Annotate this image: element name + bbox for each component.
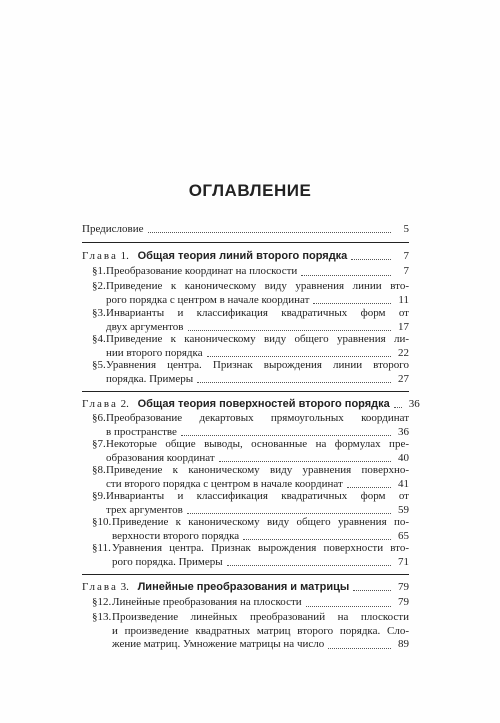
page-number: 5 (403, 223, 409, 235)
page-number: 41 (398, 477, 409, 490)
toc-entry-chapter-1[interactable] (82, 250, 409, 263)
divider (82, 391, 409, 392)
toc-title: ОГЛАВЛЕНИЕ (188, 181, 312, 200)
toc-entry-chapter-3[interactable] (82, 581, 409, 594)
section-line: нии второго порядка (106, 346, 203, 359)
section-line: образования координат (106, 451, 215, 464)
section-line: Линейные преобразования на плоскости (112, 596, 302, 608)
chapter-title: Общая теория поверхностей второго порядка (137, 398, 390, 410)
leader-dots (394, 407, 402, 408)
section-line: рого порядка с центром в начале координат (106, 293, 310, 306)
section-number: §7. (92, 438, 106, 450)
leader-dots (328, 648, 391, 649)
section-line: Преобразование декартовых прямоугольных координат (106, 412, 409, 424)
section-line: Уравнения центра. Признак вырождения поверхности вто- (112, 542, 409, 554)
toc-entry-section-4[interactable] (92, 333, 409, 360)
toc-entry-preface[interactable] (82, 223, 409, 236)
leader-dots (227, 565, 391, 566)
section-number: §2. (92, 280, 106, 292)
section-number: §3. (92, 307, 106, 319)
page-number: 59 (398, 503, 409, 516)
page-number: 7 (403, 265, 409, 277)
leader-dots (207, 356, 391, 357)
leader-dots (351, 259, 391, 260)
section-line: трех аргументов (106, 503, 183, 516)
section-line: Уравнения центра. Признак вырождения линии второго (106, 359, 409, 371)
section-line: и произведение квадратных матриц второго порядка. Сло- (112, 624, 409, 637)
chapter-word: Глава (82, 250, 118, 262)
section-number: §1. (92, 265, 106, 277)
leader-dots (219, 461, 391, 462)
chapter-number: 2. (120, 398, 129, 410)
section-line: Приведение к каноническому виду общего уравнения по- (112, 516, 409, 528)
section-line: Приведение к каноническому виду уравнения поверхно- (106, 464, 409, 476)
section-line: Приведение к каноническому виду уравнения линии вто- (106, 280, 409, 292)
section-line: верхности второго порядка (112, 529, 240, 542)
page-number: 17 (398, 320, 409, 333)
section-line: двух аргументов (106, 320, 184, 333)
toc-entry-section-2[interactable] (92, 280, 409, 307)
section-number: §9. (92, 490, 106, 502)
section-number: §8. (92, 464, 106, 476)
leader-dots (188, 330, 392, 331)
page-number: 40 (398, 451, 409, 464)
divider (82, 242, 409, 243)
toc-entry-section-12[interactable] (92, 596, 409, 610)
section-line: Инварианты и классификация квадратичных форм от (106, 490, 409, 502)
leader-dots (181, 435, 391, 436)
page-number: 71 (398, 555, 409, 568)
page-number: 27 (398, 372, 409, 385)
page-number: 7 (403, 250, 409, 262)
section-line: Произведение линейных преобразований на плоскости (112, 611, 409, 623)
section-number: §5. (92, 359, 106, 371)
leader-dots (353, 590, 391, 591)
section-number: §13. (92, 611, 112, 623)
entry-label: Предисловие (82, 223, 144, 235)
page-number: 36 (398, 425, 409, 438)
leader-dots (148, 232, 392, 233)
toc-entry-section-5[interactable] (92, 359, 409, 386)
section-number: §11. (92, 542, 111, 554)
leader-dots (197, 382, 391, 383)
chapter-number: 3. (120, 581, 129, 593)
chapter-number: 1. (120, 250, 129, 262)
leader-dots (187, 513, 391, 514)
page-number: 65 (398, 529, 409, 542)
chapter-word: Глава (82, 581, 118, 593)
leader-dots (301, 275, 391, 276)
toc-entry-section-1[interactable] (92, 265, 409, 279)
page-number: 36 (408, 398, 420, 410)
page-number: 11 (398, 293, 409, 306)
leader-dots (347, 487, 391, 488)
section-number: §10. (92, 516, 112, 528)
section-line: порядка. Примеры (106, 372, 194, 385)
chapter-title: Линейные преобразования и матрицы (137, 581, 350, 593)
page-number: 89 (398, 638, 409, 650)
toc-entry-section-7[interactable] (92, 438, 409, 465)
toc-entry-section-9[interactable] (92, 490, 409, 517)
toc-entry-section-8[interactable] (92, 464, 409, 491)
chapter-title: Общая теория линий второго порядка (137, 250, 348, 262)
section-number: §6. (92, 412, 106, 424)
section-line: рого порядка. Примеры (112, 555, 223, 568)
section-line: сти второго порядка с центром в начале координат (106, 477, 343, 490)
divider (82, 574, 409, 575)
leader-dots (306, 606, 391, 607)
toc-entry-section-3[interactable] (92, 307, 409, 334)
section-line: Приведение к каноническому виду общего уравнения ли- (106, 333, 409, 345)
leader-dots (243, 539, 391, 540)
toc-entry-chapter-2[interactable] (82, 398, 420, 411)
section-number: §12. (92, 596, 112, 608)
page-number: 79 (398, 596, 409, 608)
section-line: в пространстве (106, 425, 177, 438)
section-number: §4. (92, 333, 106, 345)
page-number: 22 (398, 346, 409, 359)
section-line: Инварианты и классификация квадратичных форм от (106, 307, 409, 319)
toc-entry-section-11[interactable] (92, 542, 409, 569)
toc-entry-section-13[interactable] (92, 611, 409, 652)
leader-dots (313, 303, 391, 304)
section-line: жение матриц. Умножение матрицы на число (112, 638, 325, 650)
toc-entry-section-6[interactable] (92, 412, 409, 439)
page-number: 79 (398, 581, 409, 593)
chapter-word: Глава (82, 398, 118, 410)
section-line: Преобразование координат на плоскости (106, 265, 298, 277)
toc-entry-section-10[interactable] (92, 516, 409, 543)
section-line: Некоторые общие выводы, основанные на формулах пре- (106, 438, 409, 450)
